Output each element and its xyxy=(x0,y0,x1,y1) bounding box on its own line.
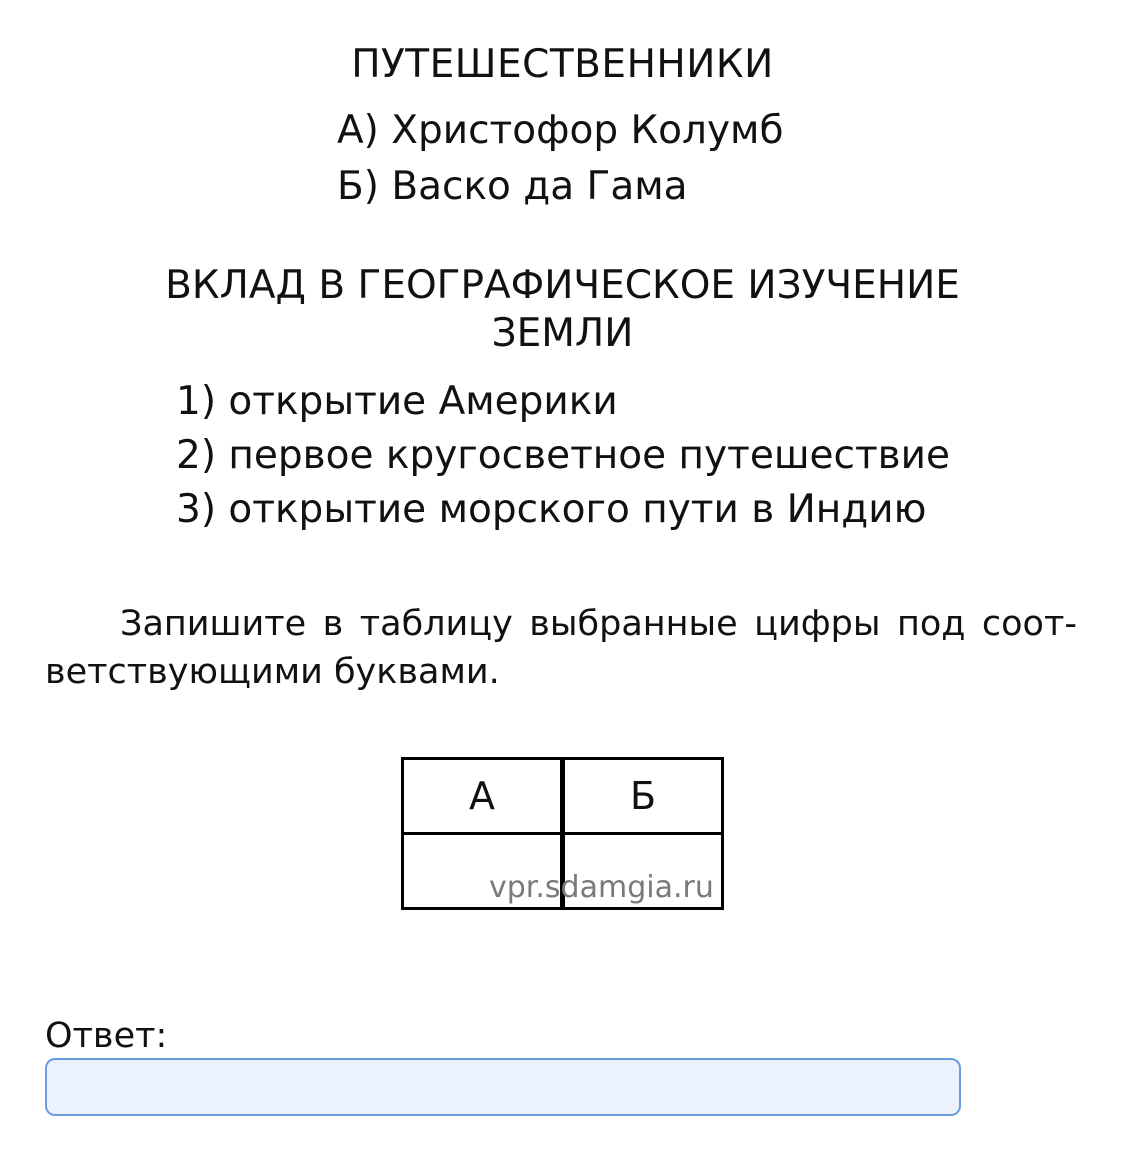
list-item: 2) первое кругосветное путешествие xyxy=(176,433,951,478)
answer-input[interactable] xyxy=(45,1058,961,1116)
list-item: А) Христофор Колумб xyxy=(337,108,784,153)
answer-label: Ответ: xyxy=(45,1016,168,1056)
list-item: Б) Васко да Гама xyxy=(337,164,688,209)
contribution-heading xyxy=(0,262,1125,358)
table-header-cell: Б xyxy=(563,759,723,834)
table-header-row xyxy=(403,759,723,834)
travelers-heading: ПУТЕШЕСТВЕННИКИ xyxy=(351,42,774,87)
travelers-list xyxy=(337,103,784,215)
instruction-text: Запишите в таблицу выбранные цифры под соответствующими буквами. xyxy=(45,604,1077,692)
watermark: vpr.sdamgia.ru xyxy=(489,870,714,905)
contribution-heading-line: ЗЕМЛИ xyxy=(491,311,634,356)
list-item: 1) открытие Америки xyxy=(176,379,618,424)
list-item: 3) открытие морского пути в Индию xyxy=(176,487,927,532)
table-header-cell: А xyxy=(403,759,563,834)
contribution-heading-line: ВКЛАД В ГЕОГРАФИЧЕСКОЕ ИЗУЧЕНИЕ xyxy=(165,263,960,308)
contributions-list xyxy=(176,375,950,537)
